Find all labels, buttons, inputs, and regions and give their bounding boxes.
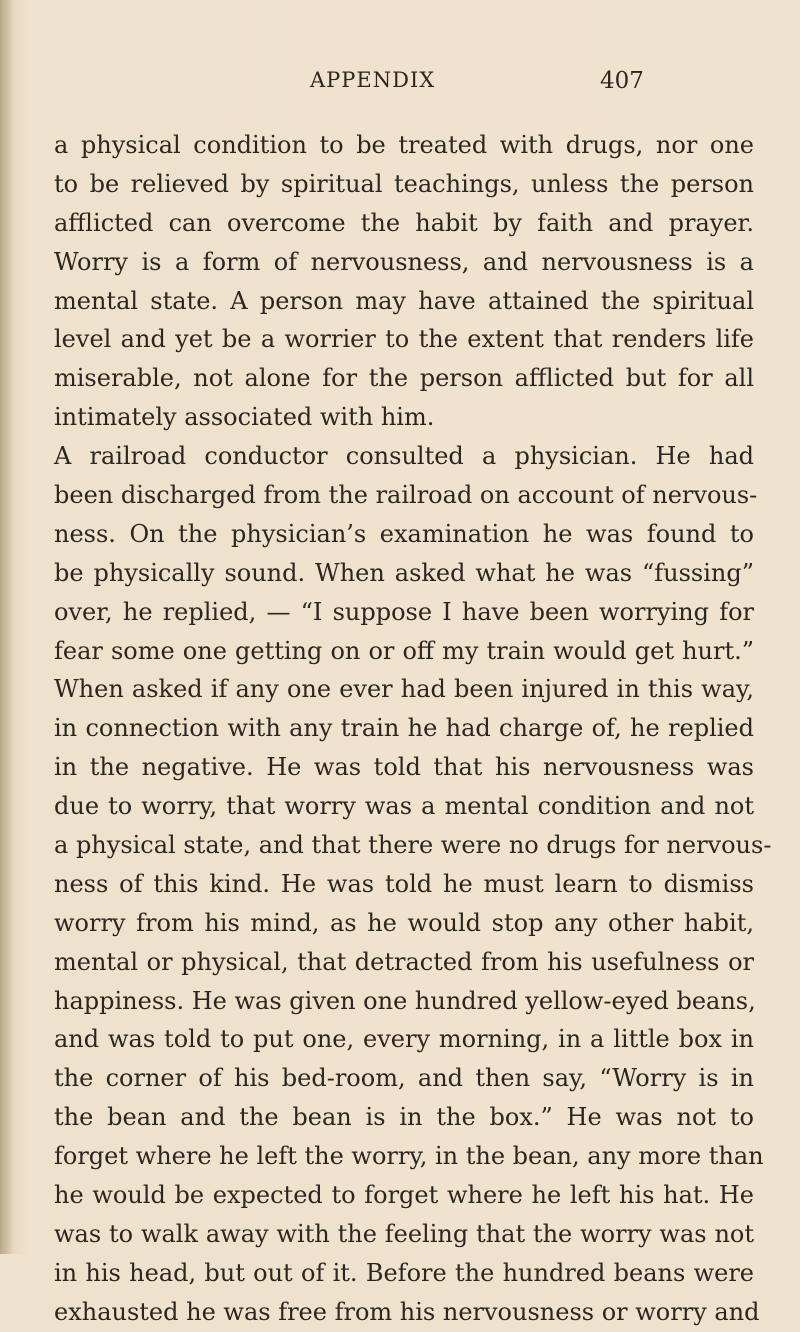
text-line: ness. On the physician’s examination he was found to (54, 519, 754, 548)
text-line: exhausted he was free from his nervousness or worry and (54, 1297, 760, 1326)
text-line: the bean and the bean is in the box.” He was not to (54, 1103, 754, 1132)
page-header (0, 68, 800, 108)
text-line: miserable, not alone for the person afflicted but for all (54, 364, 754, 393)
text-line: to be relieved by spiritual teachings, unless the person (54, 169, 754, 198)
text-line: in his head, but out of it. Before the hundred beans were (54, 1258, 754, 1287)
text-line: was to walk away with the feeling that the worry was not (54, 1219, 754, 1248)
text-line: be physically sound. When asked what he was “fussing” (54, 558, 754, 587)
text-line: and was told to put one, every morning, in a little box in (54, 1025, 754, 1054)
text-line: the corner of his bed-room, and then say, “Worry is in (54, 1064, 754, 1093)
text-line: over, he replied, — “I suppose I have been worrying for (54, 597, 754, 626)
text-line: in connection with any train he had charge of, he replied (54, 714, 754, 743)
text-line: a physical condition to be treated with drugs, nor one (54, 131, 754, 159)
text-line: Worry is a form of nervousness, and nervousness is a (54, 247, 754, 276)
text-line: afflicted can overcome the habit by faith and prayer. (54, 208, 754, 237)
page-number: 407 (600, 68, 644, 94)
text-line: due to worry, that worry was a mental condition and not (54, 792, 754, 821)
text-line: been discharged from the railroad on account of nervous- (54, 481, 758, 510)
text-line: happiness. He was given one hundred yellow-eyed beans, (54, 986, 756, 1015)
text-line: level and yet be a worrier to the extent that renders life (54, 325, 754, 354)
text-line: mental state. A person may have attained the spiritual (54, 286, 754, 315)
text-line: ness of this kind. He was told he must learn to dismiss (54, 869, 754, 898)
page-gutter-shadow (0, 0, 14, 1254)
text-line: mental or physical, that detracted from his usefulness or (54, 947, 754, 976)
running-head: APPENDIX (310, 68, 436, 92)
text-line: A railroad conductor consulted a physician. He had (54, 442, 754, 471)
text-line: fear some one getting on or off my train would get hurt.” (54, 636, 754, 665)
text-line: he would be expected to forget where he left his hat. He (54, 1181, 754, 1210)
text-line: a physical state, and that there were no drugs for nervous- (54, 831, 772, 860)
text-line: forget where he left the worry, in the bean, any more than (54, 1142, 764, 1171)
text-line: worry from his mind, as he would stop any other habit, (54, 908, 754, 937)
text-line: When asked if any one ever had been injured in this way, (54, 675, 754, 704)
text-line: intimately associated with him. (54, 403, 435, 432)
body-text (54, 126, 772, 1332)
text-line: in the negative. He was told that his nervousness was (54, 753, 754, 782)
